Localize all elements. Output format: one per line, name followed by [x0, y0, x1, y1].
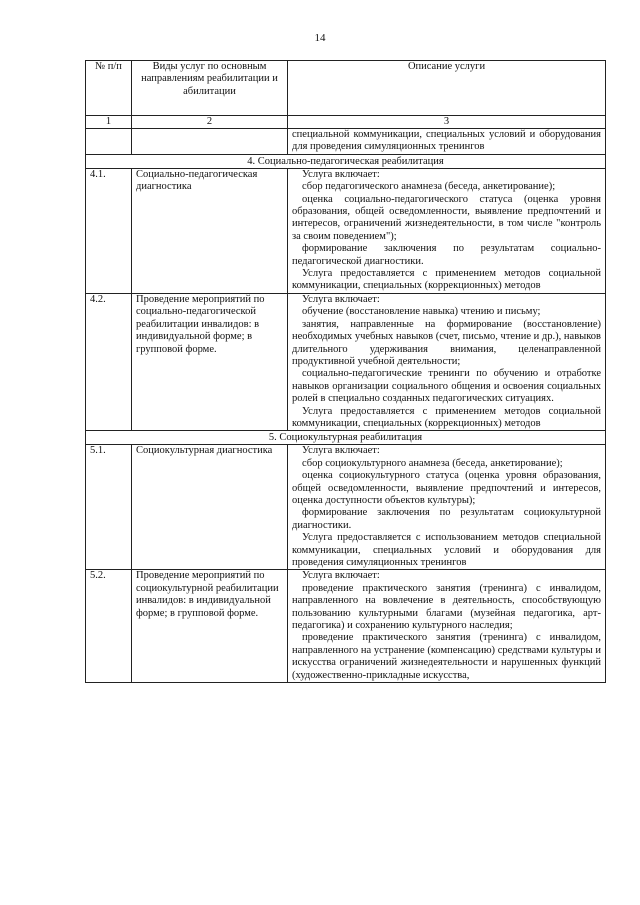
- description-paragraph: Услуга включает:: [302, 445, 380, 457]
- description-paragraph: Услуга включает:: [302, 168, 380, 180]
- description-paragraph: Услуга включает:: [302, 293, 380, 305]
- description-paragraph: сбор педагогического анамнеза (беседа, анкетирование);: [302, 181, 556, 193]
- service-row: [86, 168, 606, 293]
- header-description: Описание услуги: [288, 61, 606, 116]
- description-paragraph: Услуга включает:: [302, 570, 380, 582]
- service-description: [288, 168, 606, 293]
- description-paragraph: Услуга предоставляется с использованием методов специальной коммуникации, специальных условий и оборудования для проведения симуляционных тренингов: [292, 532, 601, 568]
- service-description: [288, 445, 606, 570]
- service-name: Социокультурная диагностика: [132, 445, 288, 570]
- section-title-row: [86, 431, 606, 445]
- header-service-types: Виды услуг по основным направлениям реабилитации и абилитации: [132, 61, 288, 116]
- section-title: 4. Социально-педагогическая реабилитация: [86, 154, 606, 168]
- column-number: 2: [132, 116, 288, 129]
- service-number: 5.1.: [86, 445, 132, 570]
- description-paragraph: формирование заключения по результатам социокультурной диагностики.: [292, 507, 601, 531]
- description-paragraph: сбор социокультурного анамнеза (беседа, анкетирование);: [302, 457, 563, 469]
- description-paragraph: оценка социально-педагогического статуса (оценка уровня образования, общей осведомленности, выявление предпочтений и интересов, ограничений жизнедеятельности, в том числе "контроль за своим поведением");: [292, 193, 601, 242]
- service-name: Проведение мероприятий по социокультурной реабилитации инвалидов: в индивидуальной форме; в групповой форме.: [132, 570, 288, 683]
- service-name: Социально-педагогическая диагностика: [132, 168, 288, 293]
- header-number: № п/п: [86, 61, 132, 116]
- service-number: 5.2.: [86, 570, 132, 683]
- service-number: 4.2.: [86, 293, 132, 430]
- service-row: [86, 570, 606, 683]
- service-number: 4.1.: [86, 168, 132, 293]
- description-paragraph: оценка социокультурного статуса (оценка уровня образования, общей осведомленности, выявление предпочтений и интересов, оценка доступности объектов культуры);: [292, 470, 601, 506]
- continuation-row: [86, 129, 606, 155]
- service-row: [86, 293, 606, 430]
- service-description: [288, 570, 606, 683]
- column-number-row: [86, 116, 606, 129]
- description-paragraph: занятия, направленные на формирование (восстановление) необходимых учебных навыков (счет, письмо, чтение и др.), навыков длительного удерживания внимания, целенаправленной продуктивной учебной деятельности;: [292, 318, 601, 367]
- section-title: 5. Социокультурная реабилитация: [86, 431, 606, 445]
- description-paragraph: Услуга предоставляется с применением методов социальной коммуникации, специальных (коррекционных) методов: [292, 268, 601, 292]
- table-header-row: [86, 61, 606, 116]
- service-name: Проведение мероприятий по социально-педагогической реабилитации инвалидов: в индивидуальной форме; в групповой форме.: [132, 293, 288, 430]
- description-paragraph: Услуга предоставляется с применением методов социальной коммуникации, специальных (коррекционных) методов: [292, 405, 601, 429]
- service-description: [288, 293, 606, 430]
- column-number: 1: [86, 116, 132, 129]
- description-paragraph: формирование заключения по результатам социально-педагогической диагностики.: [292, 243, 601, 267]
- service-row: [86, 445, 606, 570]
- description-paragraph: обучение (восстановление навыка) чтению и письму;: [302, 306, 541, 318]
- page-number: 14: [314, 32, 326, 44]
- continuation-text: специальной коммуникации, специальных условий и оборудования для проведения симуляционных тренингов: [292, 129, 601, 153]
- description-paragraph: проведение практического занятия (тренинга) с инвалидом, направленного на устранение (компенсацию) средствами культуры и искусства ограничений жизнедеятельности и нарушенных функций (художественно-прикладные искусства,: [292, 632, 601, 681]
- section-title-row: [86, 154, 606, 168]
- description-paragraph: социально-педагогические тренинги по обучению и отработке навыков организации социального общения и освоения социальных ролей в специально созданных педагогических ситуациях.: [292, 368, 601, 405]
- column-number: 3: [288, 116, 606, 129]
- services-table: [85, 60, 606, 683]
- description-paragraph: проведение практического занятия (тренинга) с инвалидом, направленного на вовлечение в деятельность, способствующую пользованию культурными благами (музейная педагогика, арт-педагогика) и сохранению культурного наследия;: [292, 582, 601, 632]
